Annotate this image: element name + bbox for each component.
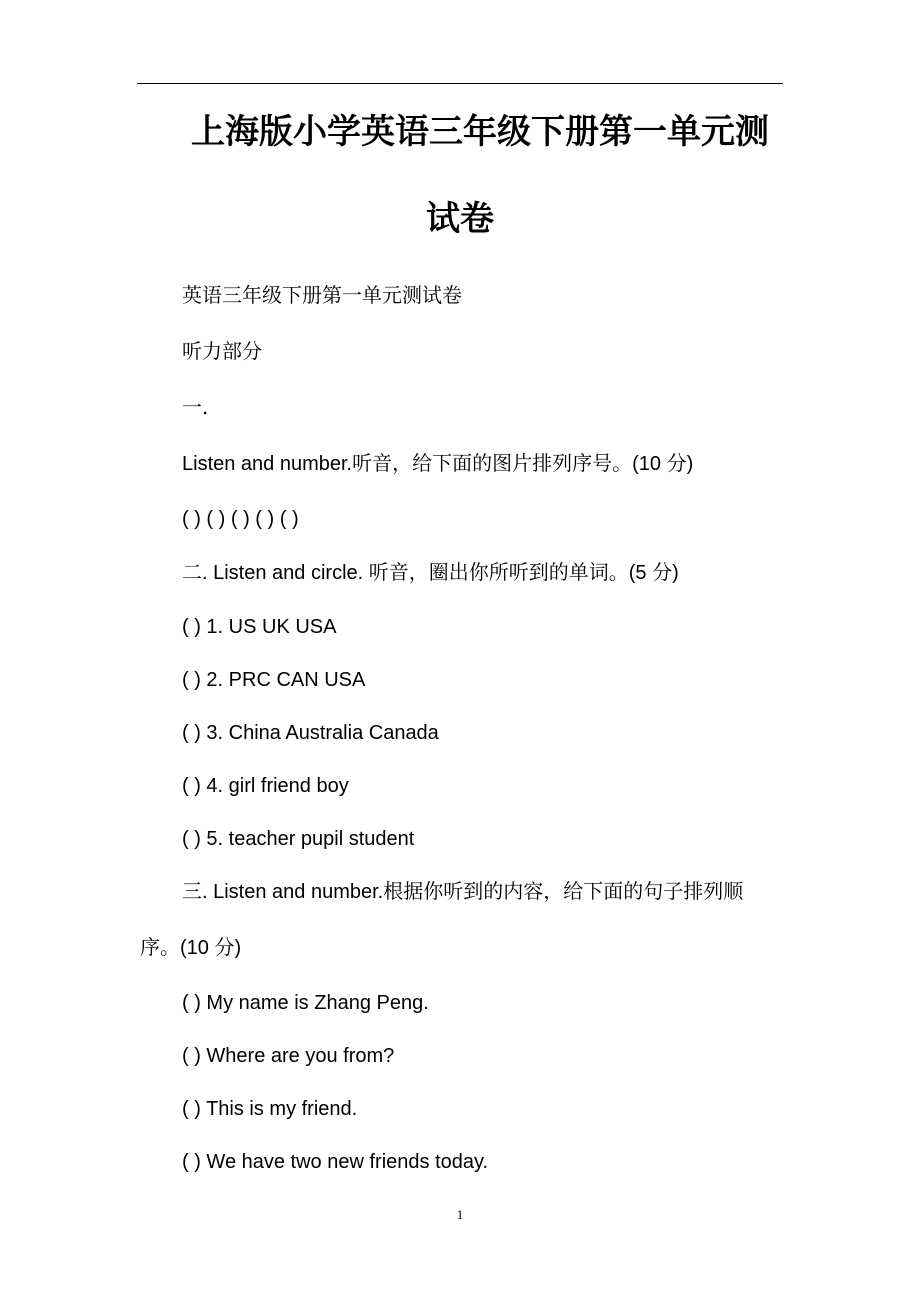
list-item: ( ) 2. PRC CAN USA <box>182 669 366 691</box>
part-1-instruction: Listen and number.听音，给下面的图片排列序号。(10 分) <box>182 453 694 475</box>
section-listening-heading: 听力部分 <box>182 339 262 363</box>
subtitle: 英语三年级下册第一单元测试卷 <box>182 283 462 307</box>
list-item: ( ) This is my friend. <box>182 1098 358 1120</box>
list-item: ( ) 4. girl friend boy <box>182 775 349 797</box>
document-title-line-1: 上海版小学英语三年级下册第一单元测 <box>191 112 769 152</box>
page-number: 1 <box>456 1207 464 1222</box>
part-1-heading: 一. <box>182 395 209 419</box>
part-2-instruction: 二. Listen and circle. 听音，圈出你所听到的单词。(5 分) <box>182 562 679 584</box>
part-1-answer-blanks: ( ) ( ) ( ) ( ) ( ) <box>182 508 299 530</box>
document-title-line-2: 试卷 <box>426 199 494 239</box>
part-3-instruction-line-2: 序。(10 分) <box>140 937 242 959</box>
list-item: ( ) 1. US UK USA <box>182 616 337 638</box>
part-3-instruction-line-1: 三. Listen and number.根据你听到的内容，给下面的句子排列顺 <box>182 881 744 903</box>
header-rule <box>137 83 783 84</box>
list-item: ( ) My name is Zhang Peng. <box>182 992 429 1014</box>
list-item: ( ) 5. teacher pupil student <box>182 828 415 850</box>
list-item: ( ) 3. China Australia Canada <box>182 722 439 744</box>
list-item: ( ) We have two new friends today. <box>182 1151 489 1173</box>
list-item: ( ) Where are you from? <box>182 1045 395 1067</box>
